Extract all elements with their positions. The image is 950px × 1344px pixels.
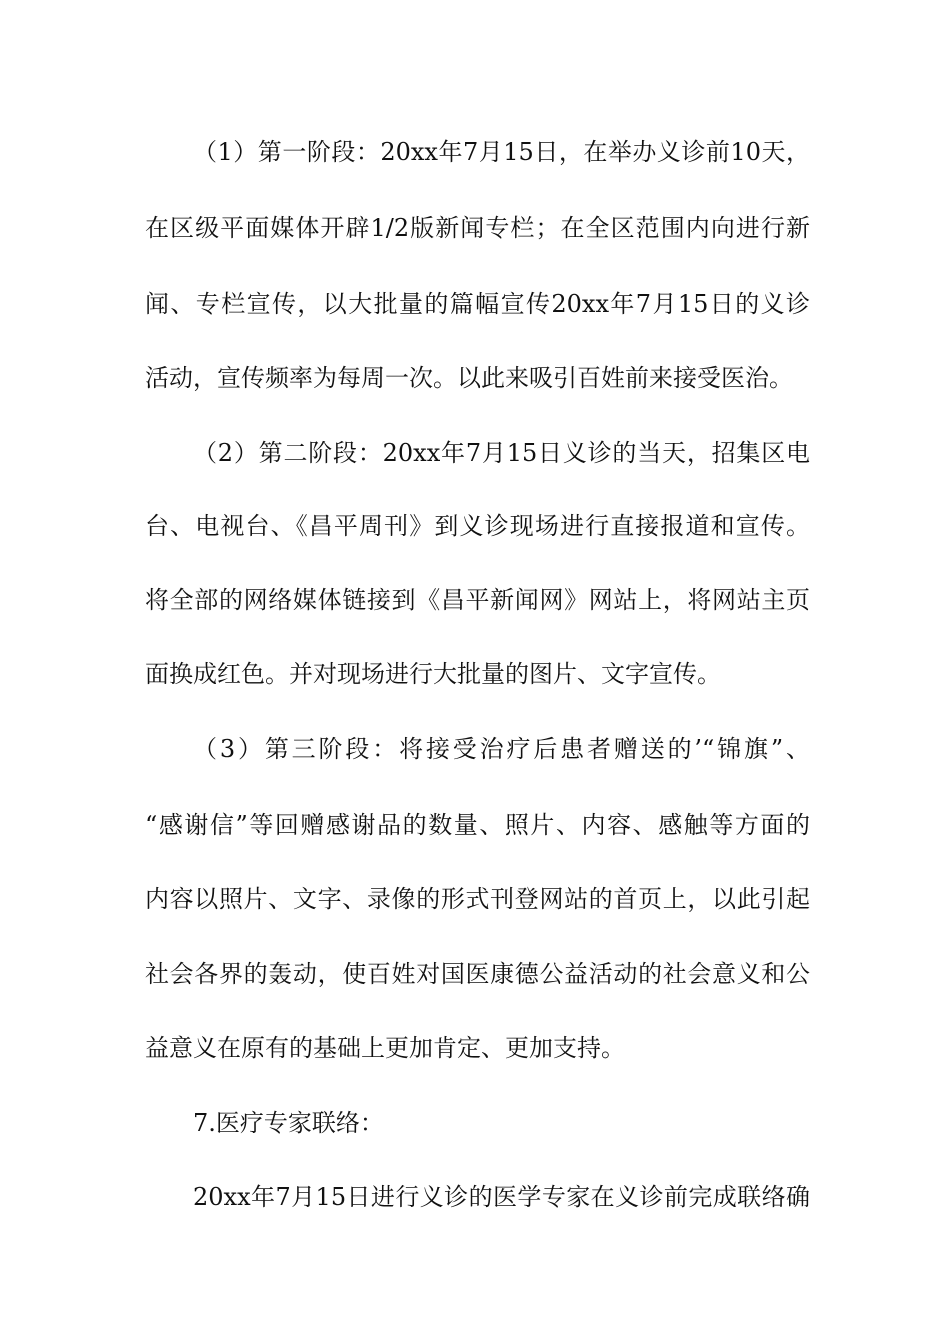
paragraph-3-line-4: 社会各界的轰动，使百姓对国医康德公益活动的社会意义和公 bbox=[145, 960, 810, 988]
paragraph-3-line-3: 内容以照片、文字、录像的形式刊登网站的首页上，以此引起 bbox=[145, 885, 810, 913]
paragraph-2-line-1: （2）第二阶段：20xx年7月15日义诊的当天，招集区电 bbox=[193, 439, 810, 467]
paragraph-2-line-4: 面换成红色。并对现场进行大批量的图片、文字宣传。 bbox=[145, 660, 721, 688]
paragraph-2-line-2: 台、电视台、《昌平周刊》到义诊现场进行直接报道和宣传。 bbox=[145, 512, 810, 540]
paragraph-1-line-2: 在区级平面媒体开辟1/2版新闻专栏；在全区范围内向进行新 bbox=[145, 214, 810, 242]
paragraph-3-line-2: “感谢信”等回赠感谢品的数量、照片、内容、感触等方面的 bbox=[145, 811, 810, 839]
paragraph-3-line-1: （3）第三阶段：将接受治疗后患者赠送的’“锦旗”、 bbox=[193, 735, 810, 763]
paragraph-1-line-4: 活动，宣传频率为每周一次。以此来吸引百姓前来接受医治。 bbox=[145, 364, 793, 392]
paragraph-1-line-1: （1）第一阶段：20xx年7月15日，在举办义诊前10天， bbox=[193, 138, 810, 166]
section-heading-expert-contact: 7.医疗专家联络： bbox=[193, 1109, 384, 1137]
paragraph-2-line-3: 将全部的网络媒体链接到《昌平新闻网》网站上，将网站主页 bbox=[145, 586, 810, 614]
paragraph-5-line-1: 20xx年7月15日进行义诊的医学专家在义诊前完成联络确 bbox=[193, 1183, 810, 1211]
paragraph-3-line-5: 益意义在原有的基础上更加肯定、更加支持。 bbox=[145, 1034, 625, 1062]
paragraph-1-line-3: 闻、专栏宣传，以大批量的篇幅宣传20xx年7月15日的义诊 bbox=[145, 290, 810, 318]
